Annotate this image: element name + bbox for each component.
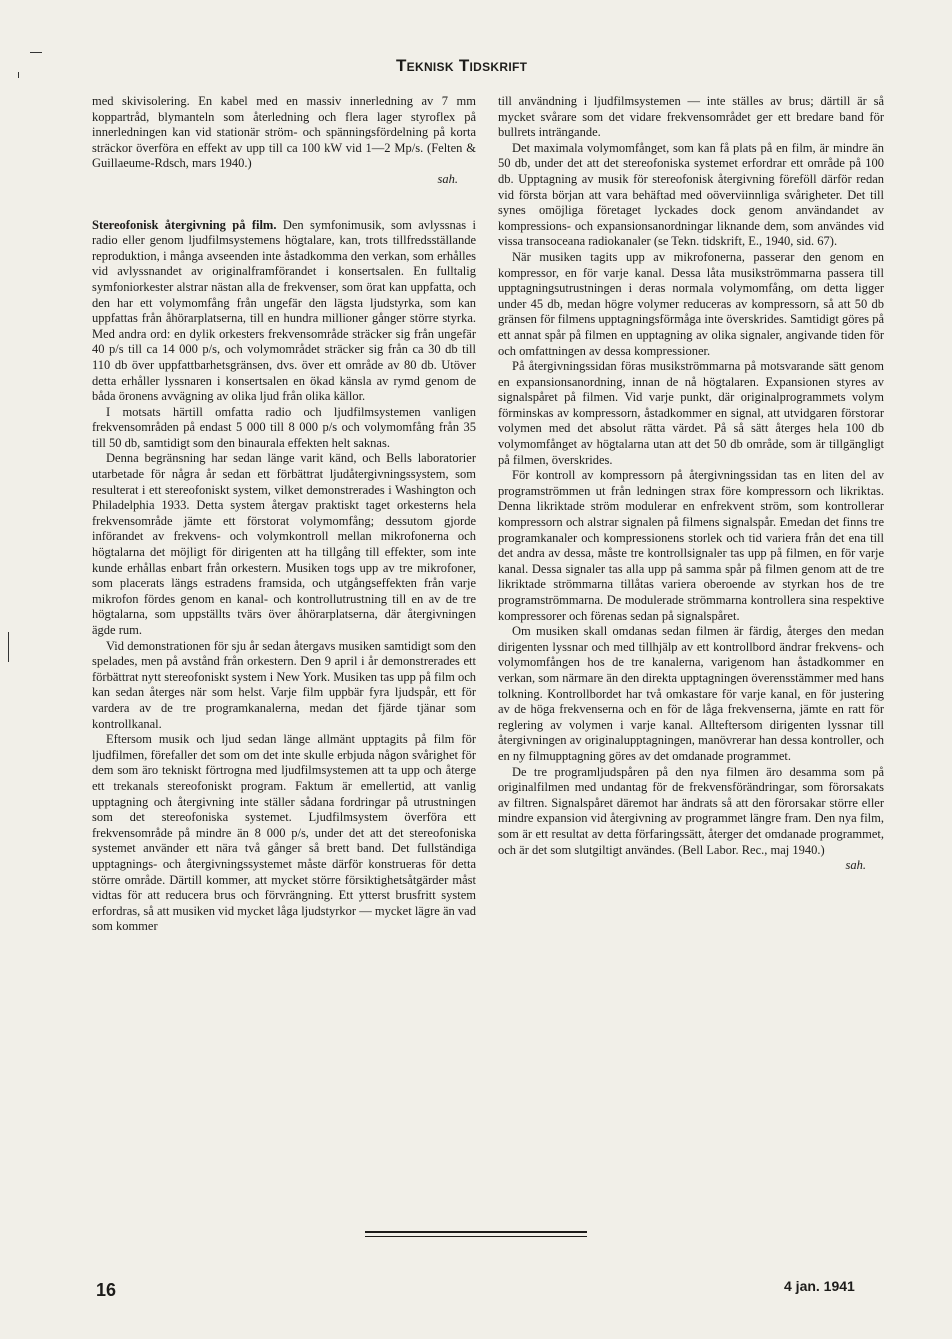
journal-title: Teknisk Tidskrift bbox=[396, 56, 528, 75]
divider bbox=[365, 1236, 587, 1237]
page-number: 16 bbox=[96, 1280, 117, 1300]
paragraph: De tre programljudspåren på den nya filmen äro desamma som på originalfilmen med undantag för de frekvensförändringar, som förorsakats av filtren. Signalspåret däremot har ändrats så att den förorsakar större eller mindre expansion vid återgivning av programmet längre fram. Den nya film, som är ett resultat av detta förfaringssätt, återger det omdanade programmet, och är det som slutgiltigt användes. (Bell Labor. Rec., maj 1940.) bbox=[498, 764, 884, 857]
paragraph: Eftersom musik och ljud sedan länge allmänt upptagits på film för ljudfilmen, förefaller det som om det inte skulle erbjuda någon svårighet för dem som äro tekniskt förtrogna med ljudfilmsystemen att ta upp och återge ett trekanals stereofoniskt program. Faktum är emellertid, att vanlig upptagning och återgivning inte ställer sådana fordringar på utrustningen som det stereofoniska systemet. Ljudfilmsystem överföra ett frekvensområde på mindre än 8 000 p/s, under det att det stereofoniska systemet använder ett nära två gånger så brett band. Det fullständiga upptagnings- och återgivningssystemet måste därför konstrueras för detta större område. Därtill kommer, att mycket större försiktighetsåtgärder måst vidtas för att reducera brus och förvrängning. Ett ytterst brusfritt system erfordras, så att musiken vid mycket låga ljudstyrkor — mycket lägre än vad som kommer bbox=[92, 732, 476, 934]
paragraph: Om musiken skall omdanas sedan filmen är färdig, återges den medan dirigenten lyssnar och med tillhjälp av ett kontrollbord ändrar frekvens- och volymomfången hos de tre kanalerna, varigenom han åstadkommer en verkan, som närmare än den direkta upptagningen överensstämmer med hans tolkning. Kontrollbordet har två omkastare för varje kanal, en för justering av de höga frekvenserna och en för de låga frekvenserna, jämte en ratt för reglering av volymen i varje kanal. Allteftersom dirigenten lyssnar till återgivningen av originalupptagningen, manövrerar han dessa kontroller, och en ny filmupptagning göres av det omdanade programmet. bbox=[498, 624, 884, 763]
paragraph bbox=[92, 218, 476, 405]
author-signature: sah. bbox=[437, 171, 458, 186]
paragraph: med skivisolering. En kabel med en massiv innerledning av 7 mm koppartråd, blymanteln som återledning och flera lager styroflex på innerledningen kan vid stationär ström- och spänningsfördelning på korta sträckor överföra en effekt av upp till ca 100 kW vid 1—2 Mp/s. (Felten & Guillaeume-Rdsch, mars 1940.) bbox=[92, 94, 476, 171]
registration-mark bbox=[18, 72, 19, 78]
left-column bbox=[92, 94, 476, 935]
paragraph: Det maximala volymomfånget, som kan få plats på en film, är mindre än 50 db, under det att det stereofoniska systemet erfordrar ett område på 100 db. Upptagning av musik för stereofonisk återgivning föreföll därför redan vid första början att vara behäftad med oöverviinnliga svårigheter. Det till synes omöjliga företaget lyckades dock genom användandet av kompressions- och expansionsanordningar liknande dem, som användes vid vissa transoceana radiokanaler (se Tekn. tidskrift, E., 1940, sid. 67). bbox=[498, 140, 884, 249]
paragraph: I motsats härtill omfatta radio och ljudfilmsystemen vanligen frekvensområden på endast 5 000 till 8 000 p/s och volymomfång från 35 till 50 db, samtidigt som den binaurala effekten helt saknas. bbox=[92, 404, 476, 450]
paragraph: För kontroll av kompressorn på återgivningssidan tas en liten del av programströmmen ut från ledningen strax före kompressorn och likriktas. Denna likriktade ström modulerar en enfrekvent ström, som kontrollerar kompressorn och alstrar signalen på filmens signalspår. Emedan det finns tre programkanaler och kompressionens storlek och tid variera från det ena till det andra av dessa, måste tre kontrollsignaler tas upp på filmen, en för varje kanal. Dessa signaler tas alla upp på samma spår på filmen genom att de tre likriktade strömmarna tillåtas variera oberoende av styrkan hos de tre programströmmarna. De modulerade strömmarna kontrollera sina respektive kompressorer och förenas sedan på signalspåret. bbox=[498, 468, 884, 623]
paragraph: till användning i ljudfilmsystemen — inte ställes av brus; därtill är så mycket svårare som det vidare frekvensområdet ger ett bredare band för bullrets inträngande. bbox=[498, 94, 884, 140]
end-rule bbox=[365, 1231, 587, 1240]
article-heading: Stereofonisk återgivning på film. bbox=[92, 217, 277, 232]
issue-date: 4 jan. 1941 bbox=[784, 1278, 855, 1294]
paragraph: På återgivningssidan föras musikströmmarna på motsvarande sätt genom en expansionsanordning, innan de nå högtalaren. Expansionen styres av signalspåret på filmen. Vid varje punkt, där originalprogrammets volym förminskas av kompressorn, åstadkommer en signal, att utvidgaren förstorar volymen med det absolut rätta värdet. På så sätt återges hela 100 db volymomfånget av högtalarna utan att det 50 db område, som är tillgängligt på filmen, överskrides. bbox=[498, 359, 884, 467]
registration-mark bbox=[8, 632, 9, 662]
divider bbox=[365, 1231, 587, 1233]
paragraph: Denna begränsning har sedan länge varit känd, och Bells laboratorier utarbetade för några år sedan ett förbättrat ljudåtergivningssystem, som resulterat i ett stereofoniskt system, vilket demonstrerades i Washington och Philadelphia 1933. Detta system återgav praktiskt taget orkesterns hela frekvensområde jämte ett förstorat volymomfång; dessutom gjorde införandet av frekvens- och volymkontroll mellan mikrofonerna och högtalarna det möjligt för dirigenten att ha tillgång till effekter, som inte kunde erhållas enbart från orkestern. Musiken togs upp av tre mikrofoner, som placerats längs estradens framsida, och utgångseffekten från varje mikrofon fördes genom en kanal- och kontrollutrustning till en av de tre högtalarna, som uppställts tvärs över åhörarplatserna, där återgivningen ägde rum. bbox=[92, 451, 476, 637]
author-signature: sah. bbox=[845, 858, 866, 873]
right-column bbox=[498, 94, 884, 874]
registration-mark bbox=[30, 52, 42, 53]
paragraph: Vid demonstrationen för sju år sedan återgavs musiken samtidigt som den spelades, men på avstånd från orkestern. Den 9 april i år demonstrerades ett förbättrat nytt stereofoniskt system i New York. Musiken tas upp på film och kan sedan återges när som helst. Varje film uppbär fyra ljudspår, ett för vardera av de tre programkanalerna, medan det fjärde tjänar som kontrollkanal. bbox=[92, 638, 476, 731]
paragraph-text: Den symfonimusik, som avlyssnas i radio eller genom ljudfilmsystemens högtalare, kan, trots tillfredsställande reproduktion, i många avseenden inte åstadkomma den verkan, som erhålles vid avlyssnandet av originalframförandet i konsertsalen. En fulltalig symfoniorkester alstrar nästan alla de frekvenser, som örat kan uppfatta, och den har ett volymomfång från ungefär den lägsta ljudstyrka, som kan uppfattas från åhörarplatserna, till en hundra millioner gånger större styrka. Med andra ord: en dylik orkesters frekvensområde sträcker sig från ungefär 40 p/s till ca 14 000 p/s, och volymområdet sträcker sig från ca 30 db till 110 db över uppfattbarhetsgränsen, dvs. över ett område av 80 db. Utöver detta erhåller lyssnaren i konsertsalen en ökad känsla av rymd genom de båda öronens avvägning av olika ljud från olika källor. bbox=[92, 217, 476, 404]
paragraph: När musiken tagits upp av mikrofonerna, passerar den genom en kompressor, en för varje kanal. Dessa låta musikströmmarna passera till upptagningsutrustningen i deras normala volymomfång, om detta ligger under 45 db, medan högre volymer reduceras av kompressorn, så att 50 db gränsen för filmens upptagningsförmåga inte överskrides. Samtidigt göres på ett annat spår på filmen en upptagning av olika signaler, angivande tiden för och omfattningen av dessa kompressioner. bbox=[498, 249, 884, 358]
